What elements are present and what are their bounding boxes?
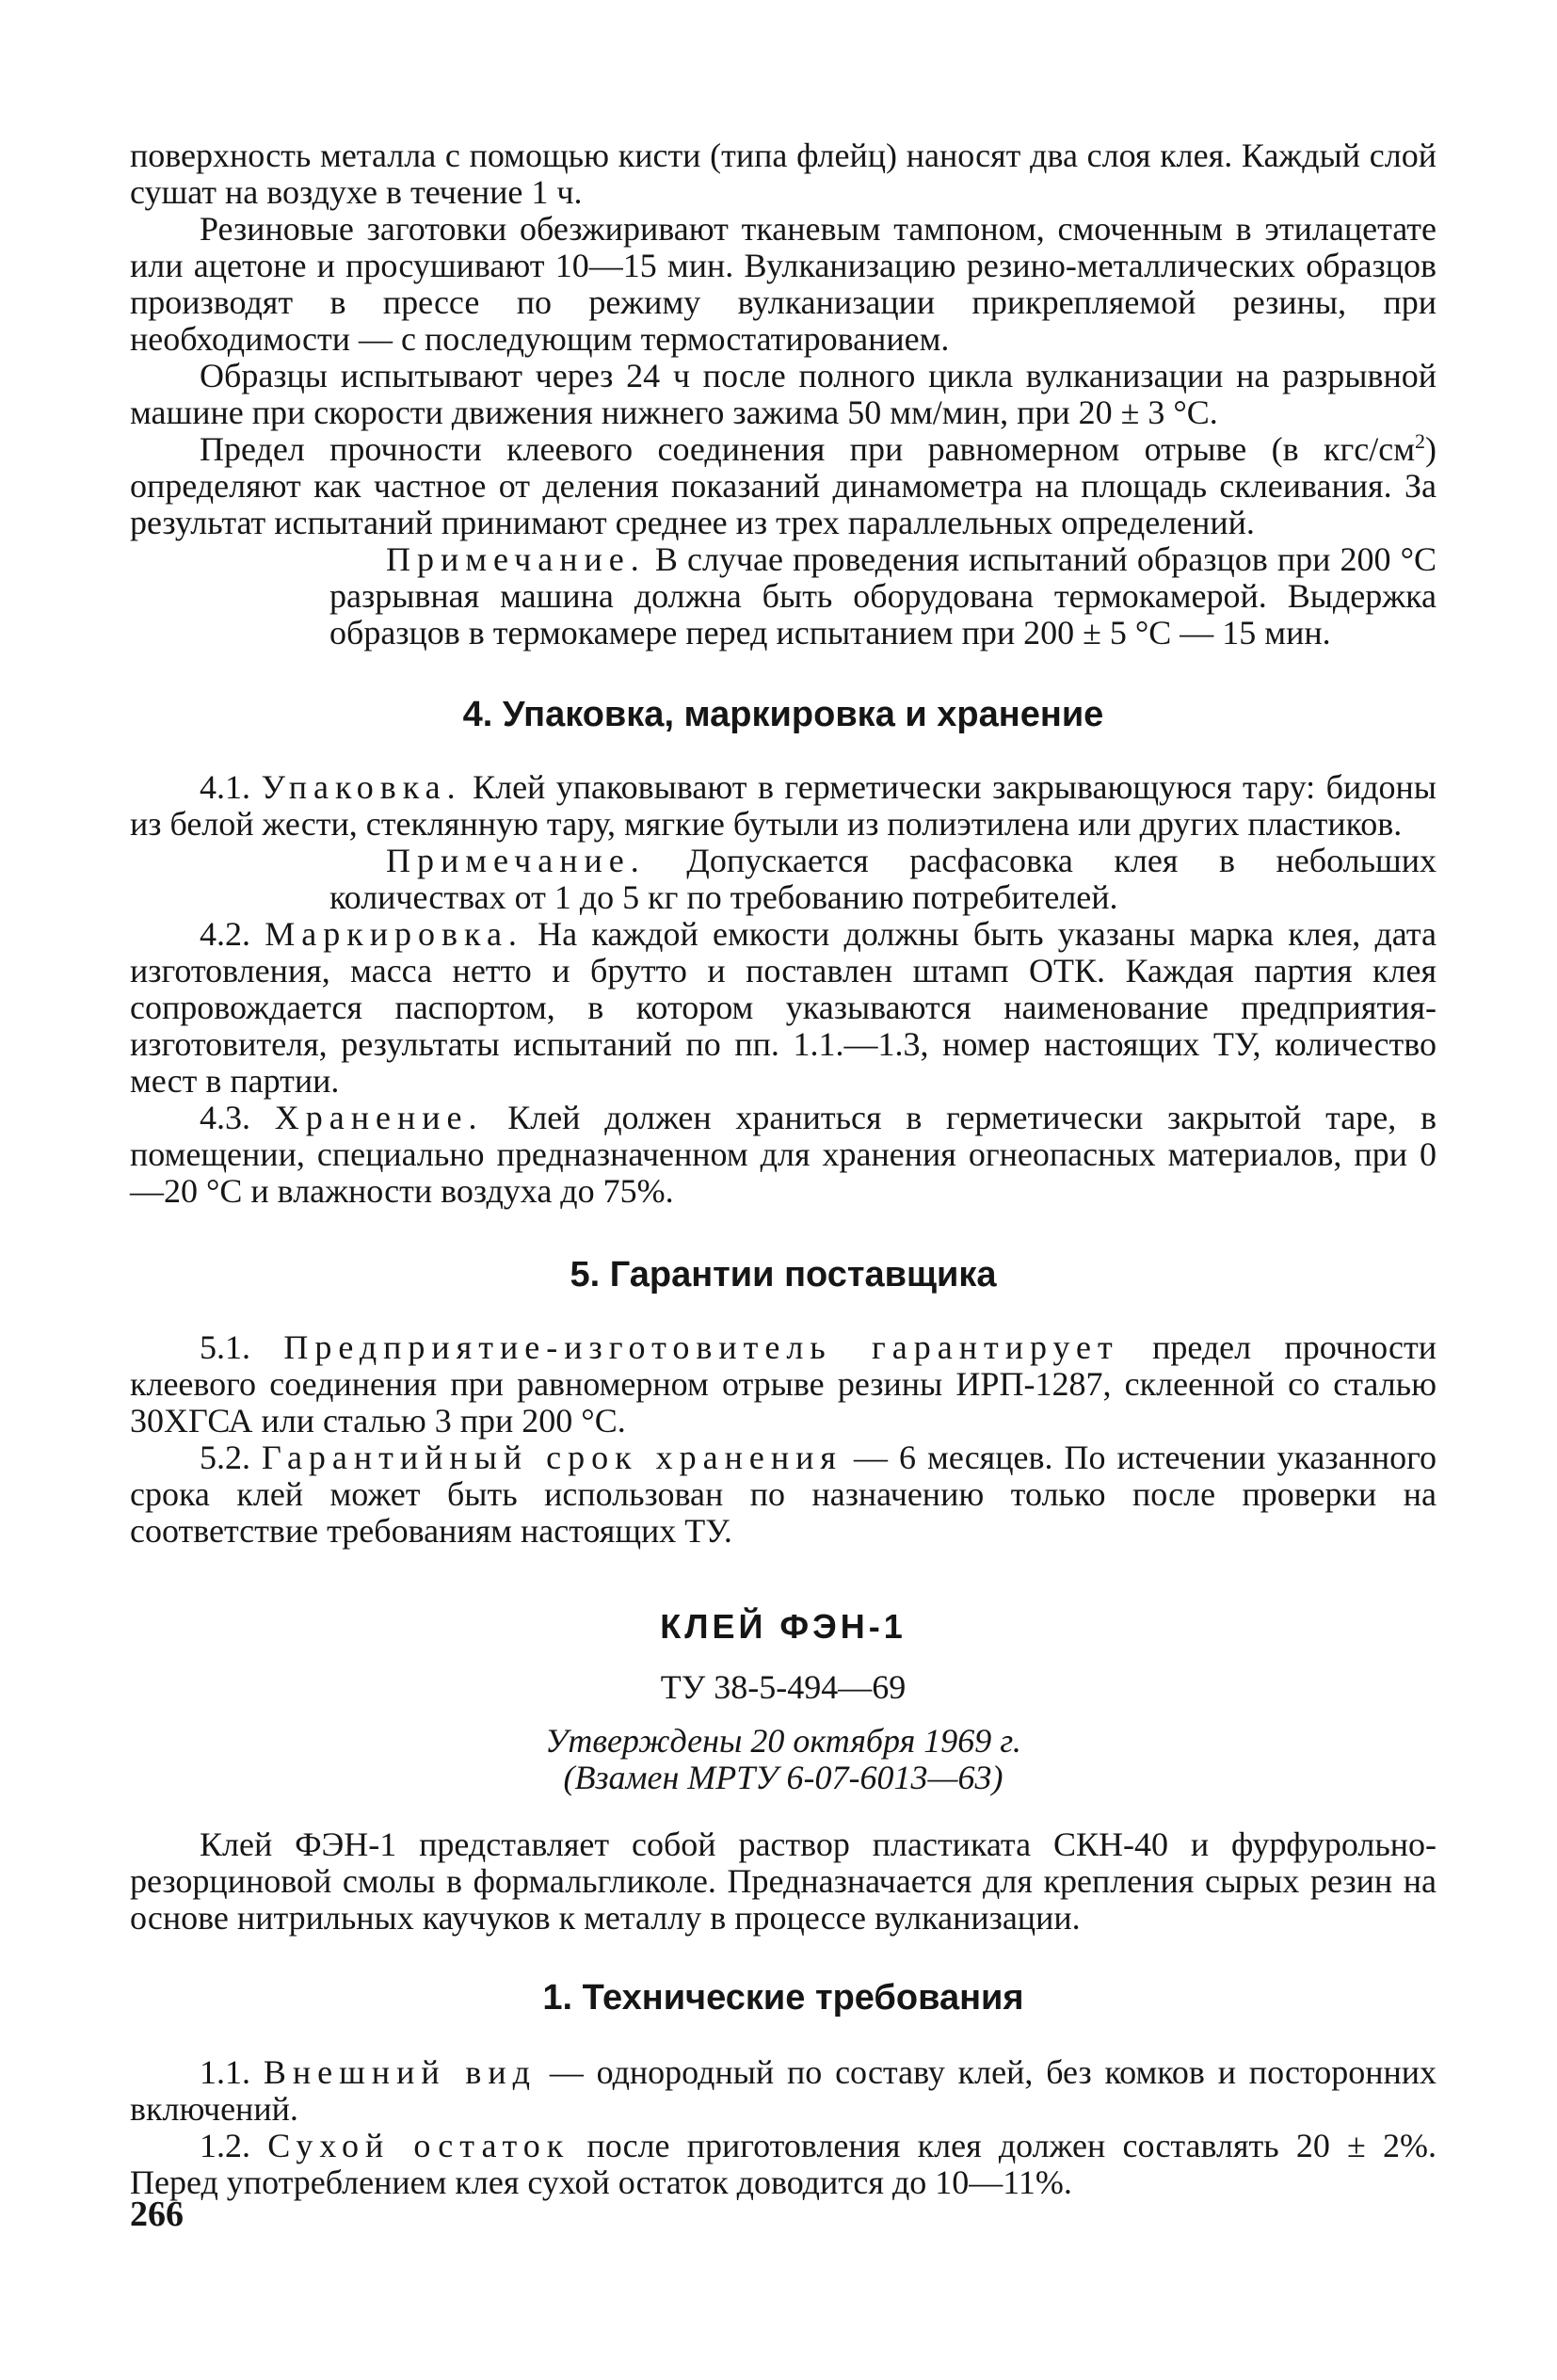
product-approved: Утверждены 20 октября 1969 г. [545, 1722, 1021, 1760]
clause-term: Сухой остаток [267, 2127, 570, 2164]
note-thermal-chamber [329, 541, 1437, 651]
note-label: Примечание. [386, 842, 646, 879]
clause-text: — 6 месяцев. По истечении указанного срока клей может быть использован по назначению только после проверки на соответствие требованиям настоящих ТУ. [130, 1439, 1437, 1550]
clause-term: Маркировка. [265, 915, 523, 953]
clause-text: — однородный по составу клей, без комков и посторонних включений. [130, 2053, 1437, 2128]
clause-text: На каждой емкости должны быть указаны марка клея, дата изготовления, масса нетто и брутто и поставлен штамп ОТК. Каждая партия клея сопровождается паспортом, в котором указываются наименование предприятия-изготовителя, результаты испытаний по пп. 1.1.—1.3, номер настоящих ТУ, количество мест в партии. [130, 915, 1437, 1100]
clause-1-2 [130, 2128, 1437, 2201]
clause-5-2 [130, 1439, 1437, 1550]
clause-term: Гарантийный срок хранения [262, 1439, 843, 1476]
strength-unit-superscript: 2 [1415, 429, 1425, 453]
product-replaces: (Взамен МРТУ 6-07-6013—63) [563, 1759, 1003, 1796]
clause-term: Внешний вид [263, 2053, 537, 2091]
page-number: 266 [130, 2195, 184, 2234]
strength-text-after: ) определяют как частное от деления показаний динамометра на площадь склеивания. За результат испытаний принимают среднее из трех параллельных определений. [130, 430, 1437, 541]
clause-text: Клей упаковывают в герметически закрывающуюся тару: бидоны из белой жести, стеклянную тару, мягкие бутыли из полиэтилена или других пластиков. [130, 768, 1437, 843]
paragraph-rubber-blanks: Резиновые заготовки обезжиривают тканевым тампоном, смоченным в этилацетате или ацетоне и просушивают 10—15 мин. Вулканизацию резино-металлических образцов производят в прессе по режиму вулканизации прикрепляемой резины, при необходимости — с последующим термостатированием. [130, 210, 1437, 358]
clause-number: 4.1. [200, 768, 262, 806]
note-text: Допускается расфасовка клея в небольших количествах от 1 до 5 кг по требованию потребителей. [329, 842, 1437, 916]
clause-1-1 [130, 2054, 1437, 2128]
section-5-title: 5. Гарантии поставщика [570, 1255, 997, 1295]
note-packaging [329, 843, 1437, 916]
note-text: В случае проведения испытаний образцов при 200 °С разрывная машина должна быть оборудована термокамерой. Выдержка образцов в термокамере перед испытанием при 200 ± 5 °С — 15 мин. [329, 540, 1437, 651]
section-1-title: 1. Технические требования [542, 1978, 1024, 2018]
product-title: КЛЕЙ ФЭН-1 [660, 1607, 907, 1646]
page-content [130, 137, 1437, 2201]
clause-number: 1.2. [200, 2127, 268, 2164]
product-intro: Клей ФЭН-1 представляет собой раствор пластиката СКН-40 и фурфурольно-резорциновой смолы в формальгликоле. Предназначается для крепления сырых резин на основе нитрильных каучуков к металлу в процессе вулканизации. [130, 1825, 1437, 1937]
clause-number: 4.3. [200, 1099, 275, 1136]
product-tu: ТУ 38-5-494—69 [660, 1668, 907, 1706]
clause-number: 5.2. [200, 1439, 263, 1476]
paragraph-surface-coating: поверхность металла с помощью кисти (типа флейц) наносят два слоя клея. Каждый слой сушат на воздухе в течение 1 ч. [130, 137, 1437, 211]
clause-term: Хранение. [274, 1099, 484, 1136]
clause-term: Упаковка. [261, 768, 462, 806]
strength-text-before: Предел прочности клеевого соединения при равномерном отрыве (в кгс/см [200, 430, 1415, 468]
clause-text: после приготовления клея должен составлять 20 ± 2%. Перед употреблением клея сухой остаток доводится до 10—11%. [130, 2127, 1437, 2201]
clause-number: 4.2. [200, 915, 265, 953]
clause-term: Предприятие-изготовитель гарантирует [283, 1328, 1119, 1366]
clause-text: предел прочности клеевого соединения при равномерном отрыве резины ИРП-1287, склеенной со сталью 30ХГСА или сталью 3 при 200 °С. [130, 1328, 1437, 1439]
paragraph-testing: Образцы испытывают через 24 ч после полного цикла вулканизации на разрывной машине при скорости движения нижнего зажима 50 мм/мин, при 20 ± 3 °С. [130, 357, 1437, 431]
clause-4-2 [130, 916, 1437, 1100]
clause-text: Клей должен храниться в герметически закрытой таре, в помещении, специально предназначенном для хранения огнеопасных материалов, при 0—20 °С и влажности воздуха до 75%. [130, 1099, 1437, 1210]
clause-5-1 [130, 1329, 1437, 1439]
clause-4-3 [130, 1100, 1437, 1210]
clause-4-1 [130, 769, 1437, 843]
clause-number: 1.1. [200, 2053, 264, 2091]
note-label: Примечание. [386, 540, 646, 578]
clause-number: 5.1. [200, 1328, 284, 1366]
paragraph-strength-limit [130, 431, 1437, 541]
section-4-title: 4. Упаковка, маркировка и хранение [462, 695, 1104, 734]
